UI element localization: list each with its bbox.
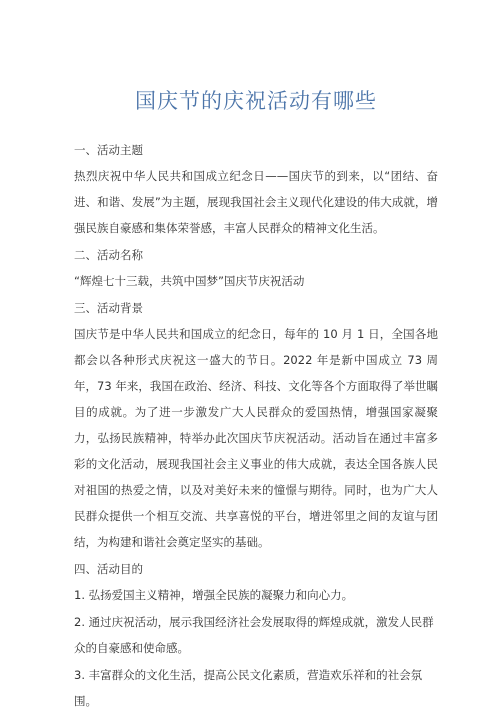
section-theme (74, 142, 438, 241)
list-item: 3. 丰富群众的文化生活，提高公民文化素质，营造欢乐祥和的社会氛围。 (74, 668, 423, 708)
section-heading: 一、活动主题 (74, 143, 143, 157)
list-item: 1. 弘扬爱国主义精神，增强全民族的凝聚力和向心力。 (74, 588, 354, 602)
section-body: 国庆节是中华人民共和国成立的纪念日，每年的 10 月 1 日，全国各地都会以各种形式庆祝这一盛大的节日。2022 年是新中国成立 73 周年，73 年来，我国在政治、经济、科技、文化等各个方面取得了举世瞩目的成就。为了进一步激发广大人民群众的爱国热情，增强国家凝聚力，弘扬民族精神，特举办此次国庆节庆祝活动。活动旨在通过丰富多彩的文化活动，展现我国社会主义事业的伟大成就，表达全国各族人民对祖国的热爱之情，以及对美好未来的憧憬与期待。同时，也为广大人民群众提供一个相互交流、共享喜悦的平台，增进邻里之间的友谊与团结，为构建和谐社会奠定坚实的基础。 (74, 327, 438, 549)
section-body: 热烈庆祝中华人民共和国成立纪念日——国庆节的到来，以“团结、奋进、和谐、发展”为主题，展现我国社会主义现代化建设的伟大成就，增强民族自豪感和集体荣誉感，丰富人民群众的精神文化生活。 (74, 169, 438, 235)
section-purpose (74, 561, 438, 714)
list-item: 2. 通过庆祝活动，展示我国经济社会发展取得的辉煌成就，激发人民群众的自豪感和使命感。 (74, 615, 434, 655)
section-heading: 三、活动背景 (74, 301, 143, 315)
document-title: 国庆节的庆祝活动有哪些 (135, 89, 377, 113)
section-name (74, 247, 438, 294)
section-heading: 四、活动目的 (74, 562, 143, 576)
section-body: “辉煌七十三载，共筑中国梦”国庆节庆祝活动 (74, 274, 305, 288)
section-heading: 二、活动名称 (74, 248, 143, 262)
section-background (74, 300, 438, 555)
